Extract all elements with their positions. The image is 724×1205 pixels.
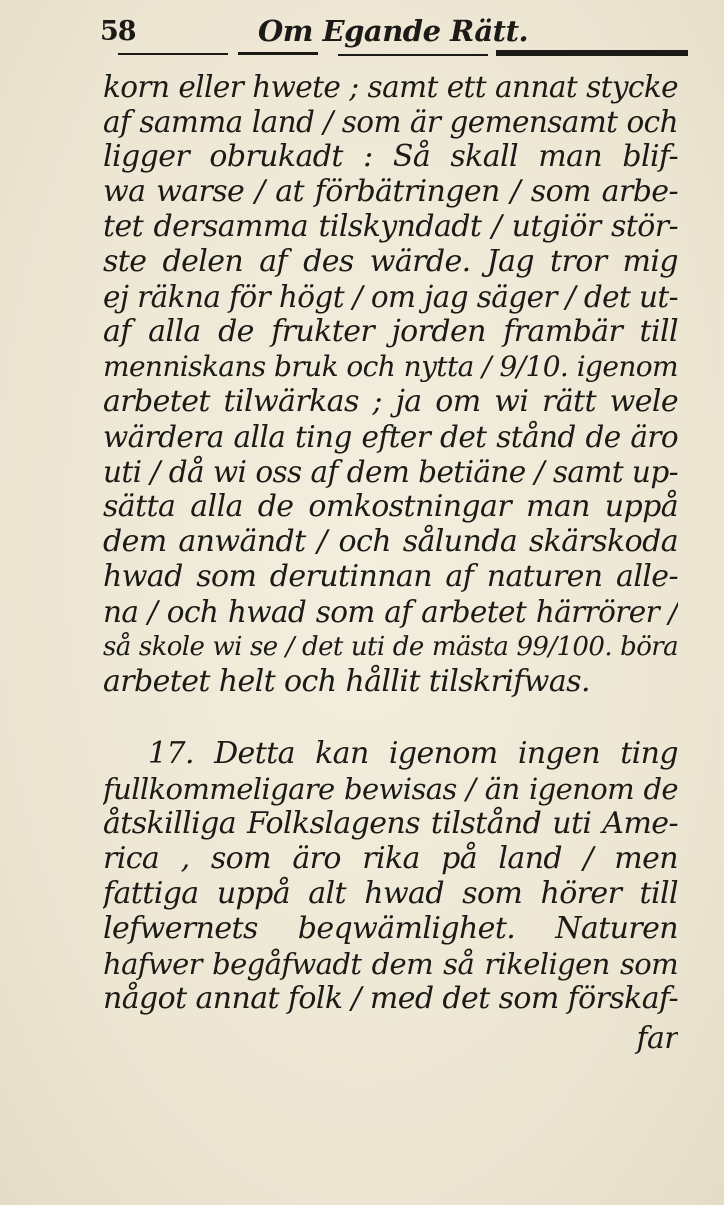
text-line: något annat folk / med det som förskaf-	[103, 981, 678, 1016]
text-line: af alla de frukter jorden frambär till	[103, 314, 678, 349]
text-line: hafwer begåfwadt dem så rikeligen som	[103, 947, 678, 981]
text-line: så skole wi se / det uti de mästa 99/100. böra	[103, 632, 678, 662]
text-line: ligger obrukadt : Så skall man blif-	[103, 139, 678, 174]
text-line: dem anwändt / och sålunda skärskoda	[103, 524, 678, 559]
text-line: wärdera alla ting efter det stånd de äro	[103, 420, 678, 454]
text-line: rica , som äro rika på land / men	[103, 841, 678, 876]
page-header	[0, 10, 724, 50]
text-line: fattiga uppå alt hwad som hörer till	[103, 876, 678, 911]
text-line: af samma land / som är gemensamt och	[103, 105, 678, 139]
text-line: ste delen af des wärde. Jag tror mig	[103, 244, 678, 279]
header-rule	[496, 50, 688, 56]
header-rule	[338, 54, 488, 56]
text-line: hwad som derutinnan af naturen alle-	[103, 559, 678, 594]
text-line: sätta alla de omkostningar man uppå	[103, 489, 678, 524]
text-line: fullkommeligare bewisas / än igenom de	[103, 772, 678, 806]
header-rule	[238, 52, 318, 55]
text-line: menniskans bruk och nytta / 9/10. igenom	[103, 350, 678, 383]
text-line: arbetet tilwärkas ; ja om wi rätt wele	[103, 384, 678, 419]
catchword: far	[636, 1021, 678, 1056]
text-line: lefwernets beqwämlighet. Naturen	[103, 911, 678, 946]
text-line: ej räkna för högt / om jag säger / det ut-	[103, 280, 678, 314]
text-line: uti / då wi oss af dem betiäne / samt up-	[103, 455, 678, 489]
text-line: arbetet helt och hållit tilskrifwas.	[103, 664, 590, 699]
text-line: 17. Detta kan igenom ingen ting	[148, 736, 678, 771]
text-line: korn eller hwete ; samt ett annat stycke	[103, 70, 678, 104]
header-rule	[118, 53, 228, 55]
text-line: åtskilliga Folkslagens tilstånd uti Ame-	[103, 806, 678, 841]
text-line: tet dersamma tilskyndadt / utgiör stör-	[103, 209, 678, 244]
text-line: na / och hwad som af arbetet härrörer /	[103, 595, 678, 629]
running-head: Om Egande Rätt.	[258, 14, 529, 48]
text-line: wa warse / at förbätringen / som arbe-	[103, 174, 678, 209]
page-number: 58	[100, 16, 136, 47]
